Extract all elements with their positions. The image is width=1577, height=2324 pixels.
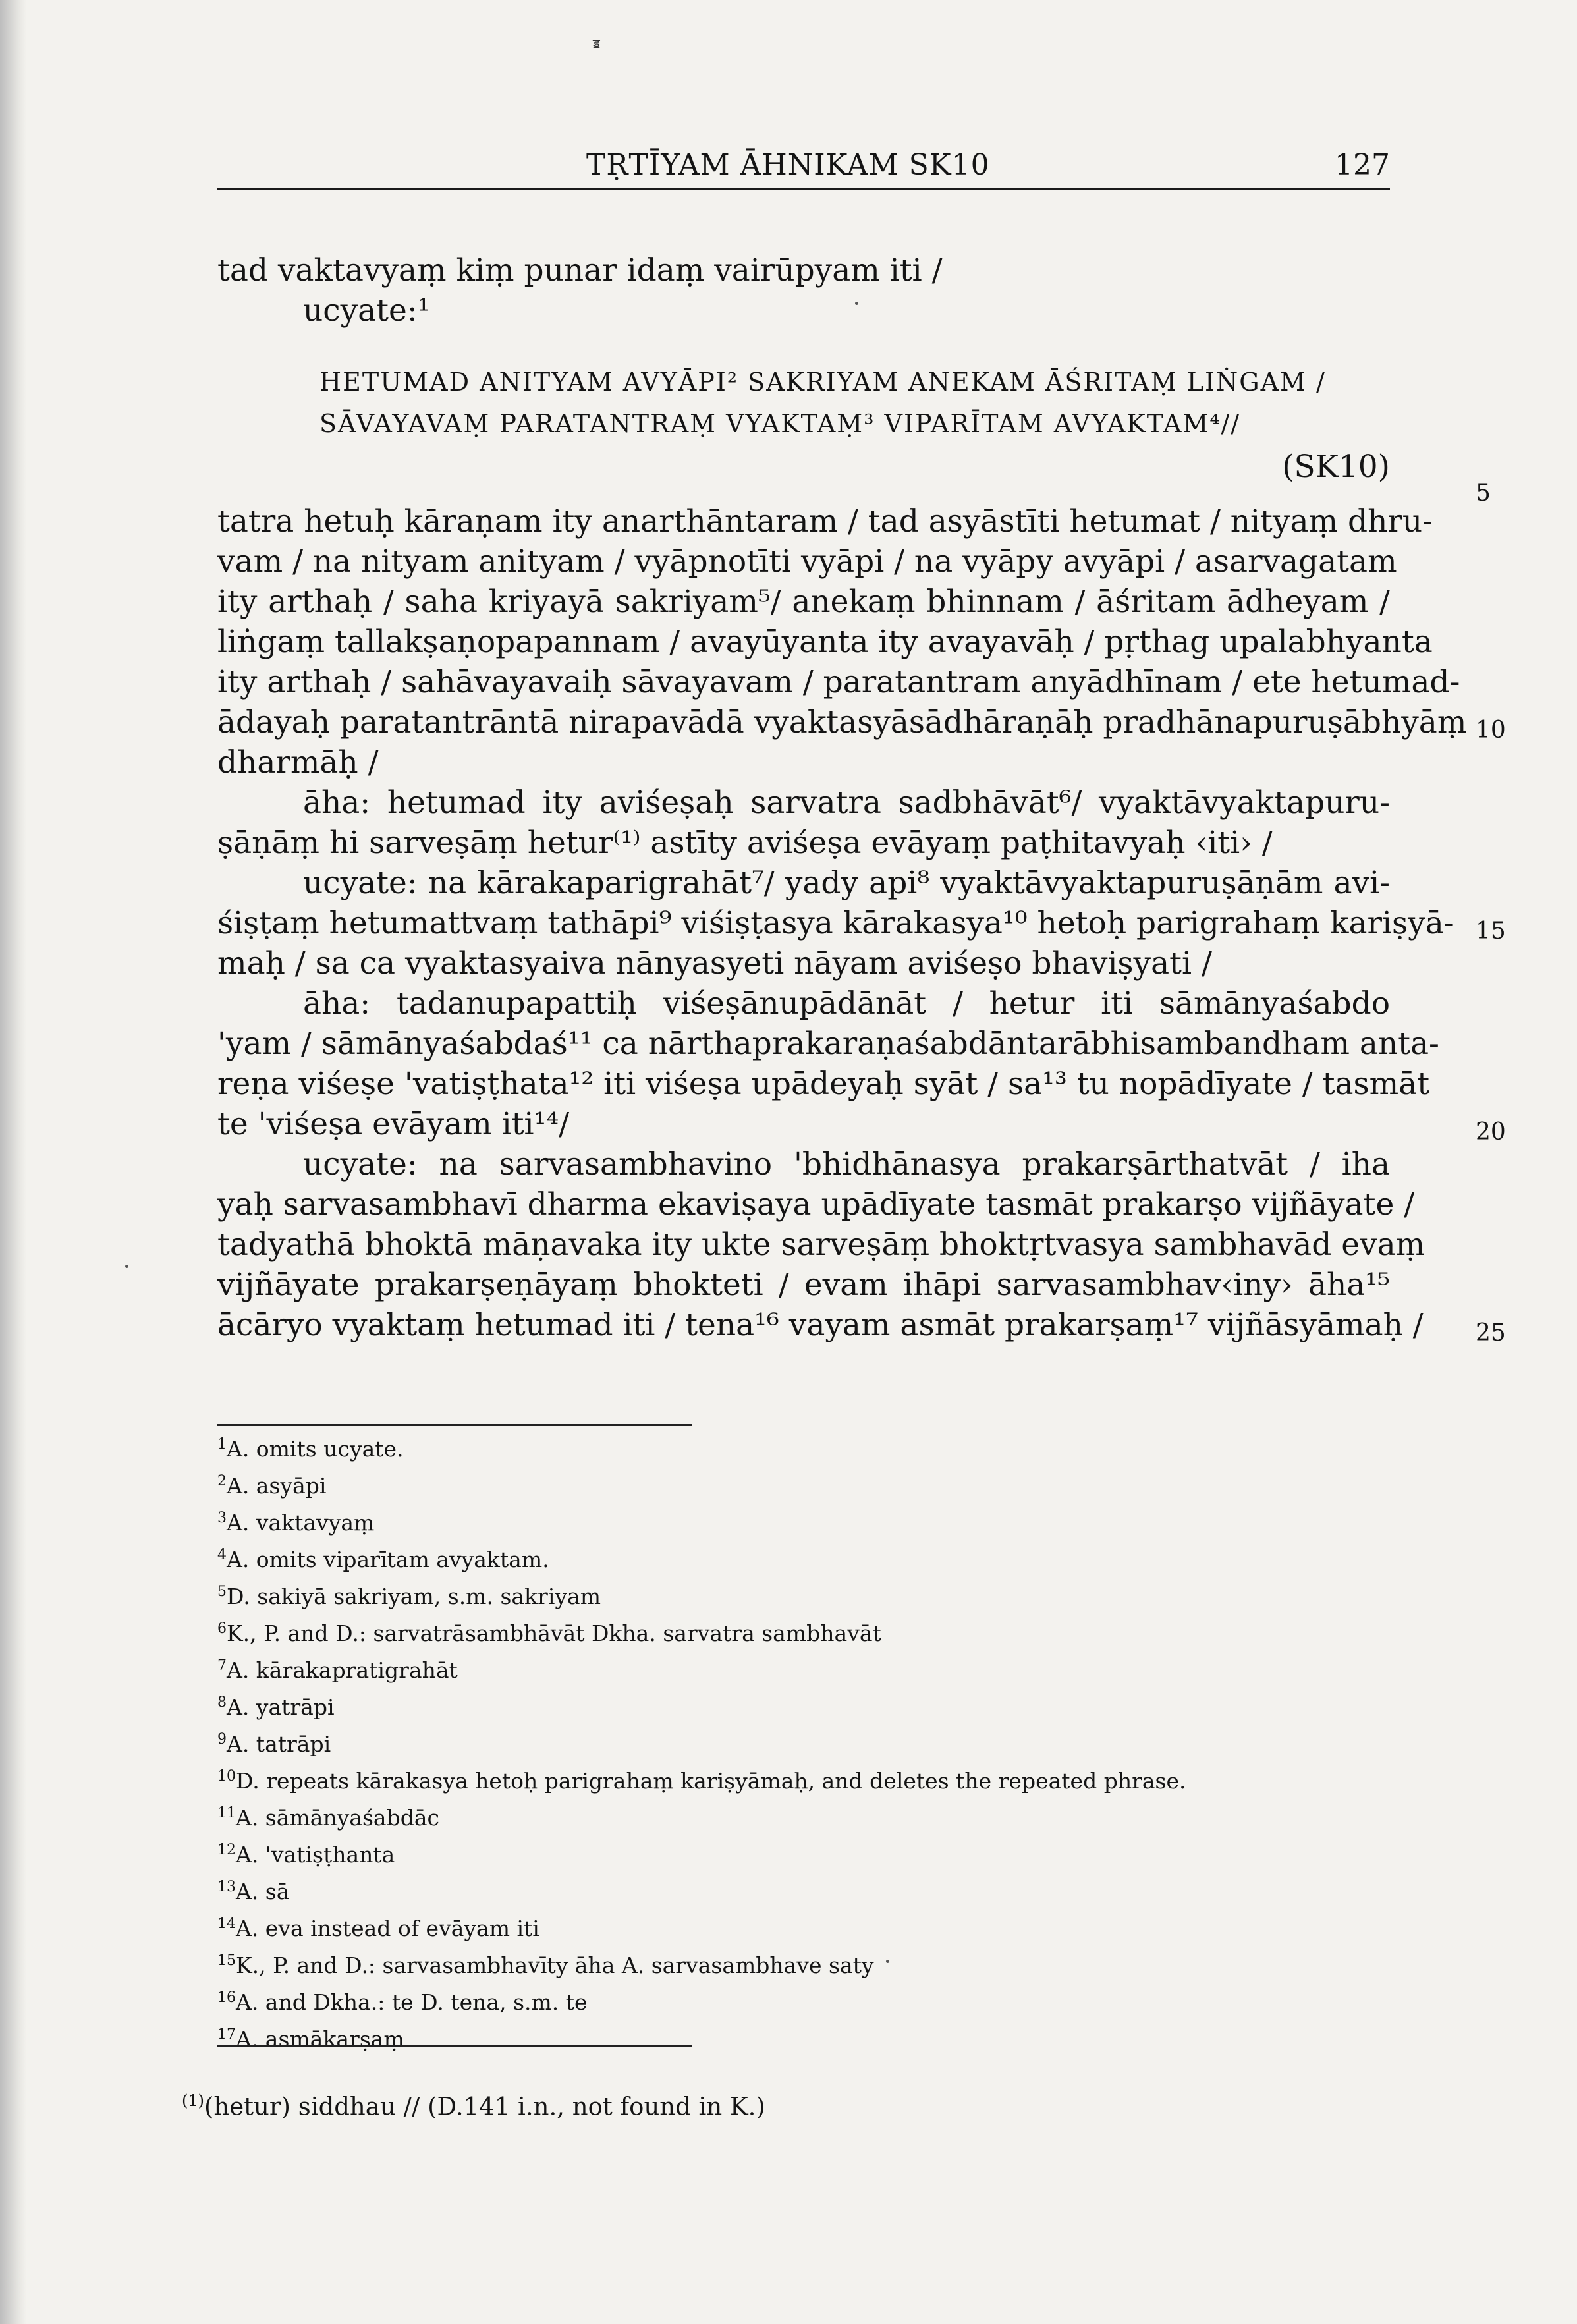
- text-line: tadyathā bhoktā māṇavaka ity ukte sarveṣāṃ bhoktṛtvasya sambhavād evaṃ: [217, 1227, 1425, 1263]
- footnote-text: A. yatrāpi: [227, 1694, 335, 1720]
- text-line: ucyate: na kārakaparigrahāt⁷/ yady api⁸ vyaktāvyaktapuruṣāṇām avi-: [303, 865, 1390, 901]
- text-line: SĀVAYAVAṂ PARATANTRAṂ VYAKTAṂ³ VIPARĪTAM AVYAKTAM⁴//: [319, 409, 1241, 438]
- footnote-text: A. omits ucyate.: [227, 1436, 404, 1462]
- footnote: [217, 1502, 1337, 1539]
- text-line: 'yam / sāmānyaśabdaś¹¹ ca nārthaprakaraṇaśabdāntarābhisambandham anta-: [217, 1026, 1439, 1062]
- line-number-5: 5: [1476, 480, 1491, 507]
- footnote-number: 17: [217, 2026, 236, 2043]
- text-line: maḥ / sa ca vyaktasyaiva nānyasyeti nāyam aviśeṣo bhaviṣyati /: [217, 945, 1212, 982]
- footnote-text: D. repeats kārakasya hetoḥ parigrahaṃ kariṣyāmaḥ, and deletes the repeated phrase.: [236, 1768, 1186, 1794]
- footnote: [217, 1428, 1337, 1465]
- footnote: [217, 1871, 1337, 1908]
- text-line: vam / na nityam anityam / vyāpnotīti vyāpi / na vyāpy avyāpi / asarvagatam: [217, 543, 1397, 580]
- footnote-number: 6: [217, 1620, 227, 1637]
- footnote-text: A. omits viparītam avyaktam.: [227, 1547, 549, 1572]
- footnote-text: A. sā: [236, 1879, 290, 1904]
- footnote-number: 5: [217, 1584, 227, 1600]
- page-title: TṚTĪYAM ĀHNIKAM SK10: [586, 148, 990, 182]
- note-rule: [217, 2045, 692, 2047]
- text-line: śiṣṭaṃ hetumattvaṃ tathāpi⁹ viśiṣṭasya kārakasya¹⁰ hetoḥ parigrahaṃ kariṣyā-: [217, 905, 1454, 941]
- footnote: [217, 1465, 1337, 1502]
- footnote-number: 13: [217, 1879, 236, 1895]
- text-line: vijñāyate prakarṣeṇāyaṃ bhokteti / evam ihāpi sarvasambhav‹iny› āha¹⁵: [217, 1267, 1390, 1303]
- footnote-number: 4: [217, 1547, 227, 1563]
- text-line: ucyate: na sarvasambhavino 'bhidhānasya prakarṣārthatvāt / iha: [303, 1146, 1390, 1182]
- text-line: (SK10): [1282, 449, 1390, 485]
- footnote: [217, 1908, 1337, 1945]
- line-number-15: 15: [1476, 918, 1506, 945]
- footnote: [217, 1649, 1337, 1686]
- speck: [855, 302, 858, 305]
- footnote: [217, 2018, 1337, 2055]
- text-line: HETUMAD ANITYAM AVYĀPI² SAKRIYAM ANEKAM ĀŚRITAṂ LIṄGAM /: [319, 368, 1326, 397]
- line-number-25: 25: [1476, 1319, 1506, 1346]
- main-text: [217, 250, 1467, 1345]
- footnote-number: 16: [217, 1989, 236, 2006]
- text-line: ācāryo vyaktaṃ hetumad iti / tena¹⁶ vayam asmāt prakarṣaṃ¹⁷ vijñāsyāmaḥ /: [217, 1307, 1424, 1343]
- text-line: tad vaktavyaṃ kiṃ punar idaṃ vairūpyam iti /: [217, 252, 943, 289]
- footnote-number: 7: [217, 1657, 227, 1674]
- text-line: āha: tadanupapattiḥ viśeṣānupādānāt / hetur iti sāmānyaśabdo: [303, 985, 1390, 1022]
- text-line: ṣāṇāṃ hi sarveṣāṃ hetur⁽¹⁾ astīty aviśeṣa evāyaṃ paṭhitavyaḥ ‹iti› /: [217, 825, 1273, 861]
- additional-note: [182, 2091, 765, 2120]
- note-text: (hetur) siddhau // (D.141 i.n., not found in K.): [204, 2092, 765, 2121]
- footnotes: [217, 1428, 1337, 2055]
- text-line: yaḥ sarvasambhavī dharma ekaviṣaya upādīyate tasmāt prakarṣo vijñāyate /: [217, 1186, 1415, 1223]
- text-line: te 'viśeṣa evāyam iti¹⁴/: [217, 1106, 570, 1142]
- footnote-text: A. tatrāpi: [227, 1731, 331, 1757]
- text-line: tatra hetuḥ kāraṇam ity anarthāntaram / tad asyāstīti hetumat / nityaṃ dhru-: [217, 503, 1433, 540]
- footnote-number: 11: [217, 1805, 236, 1821]
- text-line: dharmāḥ /: [217, 744, 379, 781]
- text-line: ity arthaḥ / sahāvayavaiḥ sāvayavam / paratantram anyādhīnam / ete hetumad-: [217, 664, 1460, 700]
- scan-edge-shadow: [0, 0, 26, 2324]
- footnote: [217, 1797, 1337, 1834]
- footnote-rule: [217, 1424, 692, 1426]
- footnote-text: A. vaktavyaṃ: [227, 1510, 375, 1536]
- text-line: reṇa viśeṣe 'vatiṣṭhata¹² iti viśeṣa upādeyaḥ syāt / sa¹³ tu nopādīyate / tasmāt: [217, 1066, 1430, 1102]
- footnote: [217, 1760, 1337, 1797]
- text-line: ucyate:¹: [303, 292, 430, 329]
- footnote-text: A. 'vatiṣṭhanta: [236, 1842, 395, 1868]
- speck: [886, 1960, 889, 1963]
- page-number: 127: [1335, 148, 1390, 182]
- footnote: [217, 1834, 1337, 1871]
- footnote-text: D. sakiyā sakriyam, s.m. sakriyam: [227, 1584, 601, 1609]
- footnote-text: A. asyāpi: [227, 1473, 327, 1499]
- footnote-text: A. asmākarṣaṃ: [236, 2026, 404, 2052]
- text-line: liṅgaṃ tallakṣaṇopapannam / avayūyanta ity avayavāḥ / pṛthag upalabhyanta: [217, 624, 1433, 660]
- footnote-text: A. and Dkha.: te D. tena, s.m. te: [236, 1989, 588, 2015]
- footnote-number: 2: [217, 1473, 227, 1489]
- footnote: [217, 1945, 1337, 1981]
- speck: [125, 1265, 128, 1268]
- footnote: [217, 1686, 1337, 1723]
- running-header: [217, 142, 1390, 190]
- footnote-text: A. kārakapratigrahāt: [227, 1657, 458, 1683]
- stray-mark: ॾ: [593, 36, 600, 51]
- footnote-number: 9: [217, 1731, 227, 1748]
- line-number-20: 20: [1476, 1119, 1506, 1146]
- text-line: ādayaḥ paratantrāntā nirapavādā vyaktasyāsādhāraṇāḥ pradhānapuruṣābhyāṃ: [217, 704, 1467, 740]
- text-line: ity arthaḥ / saha kriyayā sakriyam⁵/ anekaṃ bhinnam / āśritam ādheyam /: [217, 584, 1390, 620]
- footnote-number: 3: [217, 1510, 227, 1526]
- footnote: [217, 1723, 1337, 1760]
- footnote-number: 8: [217, 1694, 227, 1711]
- text-line: āha: hetumad ity aviśeṣaḥ sarvatra sadbhāvāt⁶/ vyaktāvyaktapuru-: [303, 785, 1390, 821]
- footnote-number: 1: [217, 1436, 227, 1452]
- footnote: [217, 1576, 1337, 1613]
- footnote-text: K., P. and D.: sarvasambhavīty āha A. sarvasambhave saty: [236, 1952, 874, 1978]
- footnote-text: K., P. and D.: sarvatrāsambhāvāt Dkha. sarvatra sambhavāt: [227, 1620, 881, 1646]
- footnote: [217, 1539, 1337, 1576]
- footnote-number: 12: [217, 1842, 236, 1858]
- footnote-number: 14: [217, 1916, 236, 1932]
- line-number-10: 10: [1476, 717, 1506, 744]
- note-marker: (1): [182, 2091, 204, 2110]
- footnote-number: 15: [217, 1952, 236, 1969]
- footnote: [217, 1613, 1337, 1649]
- footnote: [217, 1981, 1337, 2018]
- footnote-text: A. eva instead of evāyam iti: [236, 1916, 540, 1941]
- footnote-number: 10: [217, 1768, 236, 1784]
- footnote-text: A. sāmānyaśabdāc: [236, 1805, 439, 1831]
